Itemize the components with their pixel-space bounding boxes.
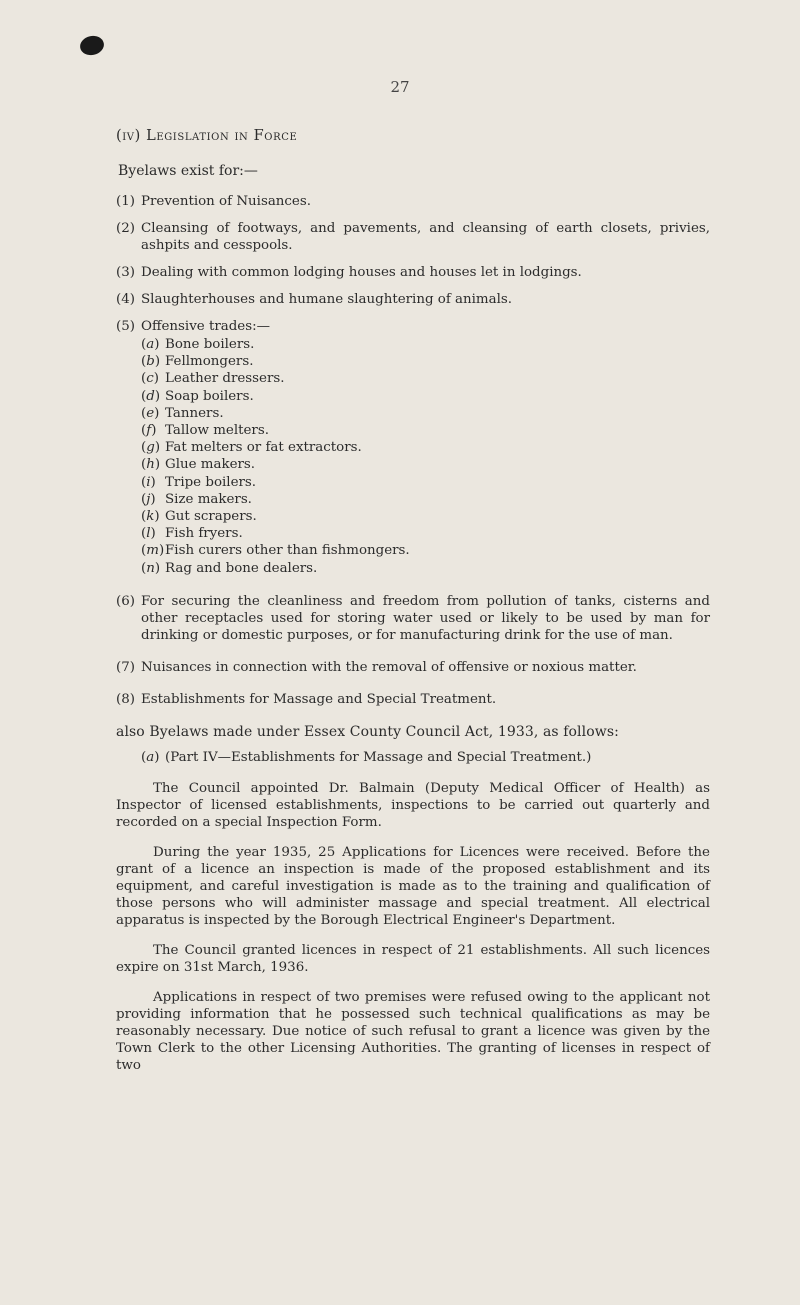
offensive-trade-item bbox=[141, 405, 710, 422]
byelaw-item-number: (3) bbox=[116, 265, 135, 280]
offensive-trade-text: Tallow melters. bbox=[165, 423, 269, 439]
byelaw-item-number: (5) bbox=[116, 319, 135, 334]
offensive-trade-text: Fish curers other than fishmongers. bbox=[165, 543, 410, 559]
offensive-trade-letter: (l) bbox=[141, 526, 156, 542]
punch-hole bbox=[78, 34, 105, 58]
byelaw-item-number: (8) bbox=[116, 691, 135, 707]
byelaw-item-number: (2) bbox=[116, 221, 135, 236]
body-paragraph: The Council appointed Dr. Balmain (Deputy Medical Officer of Health) as Inspector of licensed establishments, inspections to be carried out quarterly and recorded on a special Inspection Form. bbox=[116, 781, 710, 831]
byelaw-item-number: (4) bbox=[116, 292, 135, 307]
byelaw-item-text: Offensive trades:— bbox=[141, 319, 270, 334]
offensive-trade-letter: (e) bbox=[141, 405, 160, 421]
body-paragraph: Applications in respect of two premises were refused owing to the applicant not providing information that he possessed such technical qualifications as may be reasonably necessary. Due notice of such refusal to grant a licence was given by the Town Clerk to the other Licensing Authorities. The granting of licenses in respect of two bbox=[116, 990, 710, 1074]
offensive-trade-text: Bone boilers. bbox=[165, 337, 255, 352]
byelaw-item bbox=[116, 593, 710, 644]
body-paragraph: During the year 1935, 25 Applications for Licences were received. Before the grant of a licence an inspection is made of the proposed establishment and its equipment, and careful investigation is made as to the training and qualification of those persons who will administer massage and special treatment. All electrical apparatus is inspected by the Borough Electrical Engineer's Department. bbox=[116, 845, 710, 929]
byelaw-item bbox=[116, 220, 710, 254]
part-a-letter: (a) bbox=[141, 749, 160, 765]
offensive-trade-letter: (m) bbox=[141, 543, 165, 559]
byelaw-list-continued bbox=[116, 593, 710, 708]
body-paragraphs bbox=[116, 780, 710, 1074]
offensive-trade-text: Fellmongers. bbox=[165, 354, 254, 370]
offensive-trade-text: Rag and bone dealers. bbox=[165, 560, 318, 576]
byelaw-item-text: Prevention of Nuisances. bbox=[141, 194, 311, 209]
byelaw-item-text: Dealing with common lodging houses and houses let in lodgings. bbox=[141, 265, 582, 280]
offensive-trade-letter: (n) bbox=[141, 560, 161, 576]
byelaw-list bbox=[116, 193, 710, 335]
offensive-trade-letter: (g) bbox=[141, 440, 161, 456]
byelaw-item bbox=[116, 193, 710, 210]
byelaw-item bbox=[116, 318, 710, 335]
offensive-trade-item bbox=[141, 525, 710, 542]
offensive-trade-letter: (c) bbox=[141, 371, 159, 387]
offensive-trade-text: Tanners. bbox=[165, 405, 224, 421]
offensive-trade-letter: (k) bbox=[141, 509, 160, 525]
byelaw-item-text: Nuisances in connection with the removal of offensive or noxious matter. bbox=[141, 659, 637, 675]
offensive-trade-letter: (h) bbox=[141, 457, 161, 473]
offensive-trade-item bbox=[141, 560, 710, 577]
body-paragraph: The Council granted licences in respect of 21 establishments. All such licences expire on 31st March, 1936. bbox=[116, 943, 710, 976]
page-content bbox=[116, 128, 710, 1074]
page-number: 27 bbox=[390, 78, 410, 96]
offensive-trade-letter: (a) bbox=[141, 337, 160, 352]
offensive-trade-text: Size makers. bbox=[165, 491, 252, 507]
byelaw-item-text: Cleansing of footways, and pavements, and cleansing of earth closets, privies, ashpits and cesspools. bbox=[141, 221, 710, 253]
byelaw-item bbox=[116, 264, 710, 281]
offensive-trade-letter: (b) bbox=[141, 354, 161, 370]
offensive-trades-list bbox=[116, 336, 710, 577]
offensive-trade-item bbox=[141, 353, 710, 370]
byelaw-item-number: (7) bbox=[116, 659, 135, 675]
offensive-trade-letter: (j) bbox=[141, 491, 156, 507]
offensive-trade-letter: (d) bbox=[141, 388, 161, 404]
offensive-trade-item bbox=[141, 491, 710, 508]
offensive-trade-item bbox=[141, 336, 710, 353]
byelaw-item-text: Slaughterhouses and humane slaughtering of animals. bbox=[141, 292, 513, 307]
offensive-trade-item bbox=[141, 370, 710, 387]
part-a-text: (Part IV—Establishments for Massage and Special Treatment.) bbox=[165, 749, 592, 765]
offensive-trade-item bbox=[141, 388, 710, 405]
offensive-trade-item bbox=[141, 456, 710, 473]
offensive-trade-letter: (f) bbox=[141, 423, 157, 439]
byelaw-item bbox=[116, 691, 710, 708]
byelaw-item-text: For securing the cleanliness and freedom from pollution of tanks, cisterns and other receptacles used for storing water used or likely to be used by man for drinking or domestic purposes, or for manufacturing drink for the use of man. bbox=[141, 593, 710, 643]
offensive-trade-text: Tripe boilers. bbox=[165, 474, 257, 490]
offensive-trade-item bbox=[141, 542, 710, 559]
section-heading: (iv) Legislation in Force bbox=[116, 128, 298, 144]
offensive-trade-text: Soap boilers. bbox=[165, 388, 254, 404]
offensive-trade-letter: (i) bbox=[141, 474, 156, 490]
byelaw-item-number: (6) bbox=[116, 593, 135, 609]
byelaw-item-text: Establishments for Massage and Special Treatment. bbox=[141, 691, 497, 707]
part-a-item bbox=[141, 749, 710, 766]
offensive-trade-item bbox=[141, 439, 710, 456]
offensive-trade-text: Leather dressers. bbox=[165, 371, 285, 387]
also-byelaws-text: also Byelaws made under Essex County Council Act, 1933, as follows: bbox=[116, 723, 619, 740]
offensive-trade-text: Gut scrapers. bbox=[165, 509, 257, 525]
offensive-trade-text: Fat melters or fat extractors. bbox=[165, 440, 362, 456]
offensive-trade-item bbox=[141, 474, 710, 491]
offensive-trade-item bbox=[141, 422, 710, 439]
offensive-trade-text: Glue makers. bbox=[165, 457, 256, 473]
offensive-trade-text: Fish fryers. bbox=[165, 526, 243, 542]
byelaw-item-number: (1) bbox=[116, 194, 135, 209]
intro-text: Byelaws exist for:— bbox=[118, 163, 258, 179]
byelaw-item bbox=[116, 291, 710, 308]
offensive-trade-item bbox=[141, 508, 710, 525]
byelaw-item bbox=[116, 659, 710, 676]
